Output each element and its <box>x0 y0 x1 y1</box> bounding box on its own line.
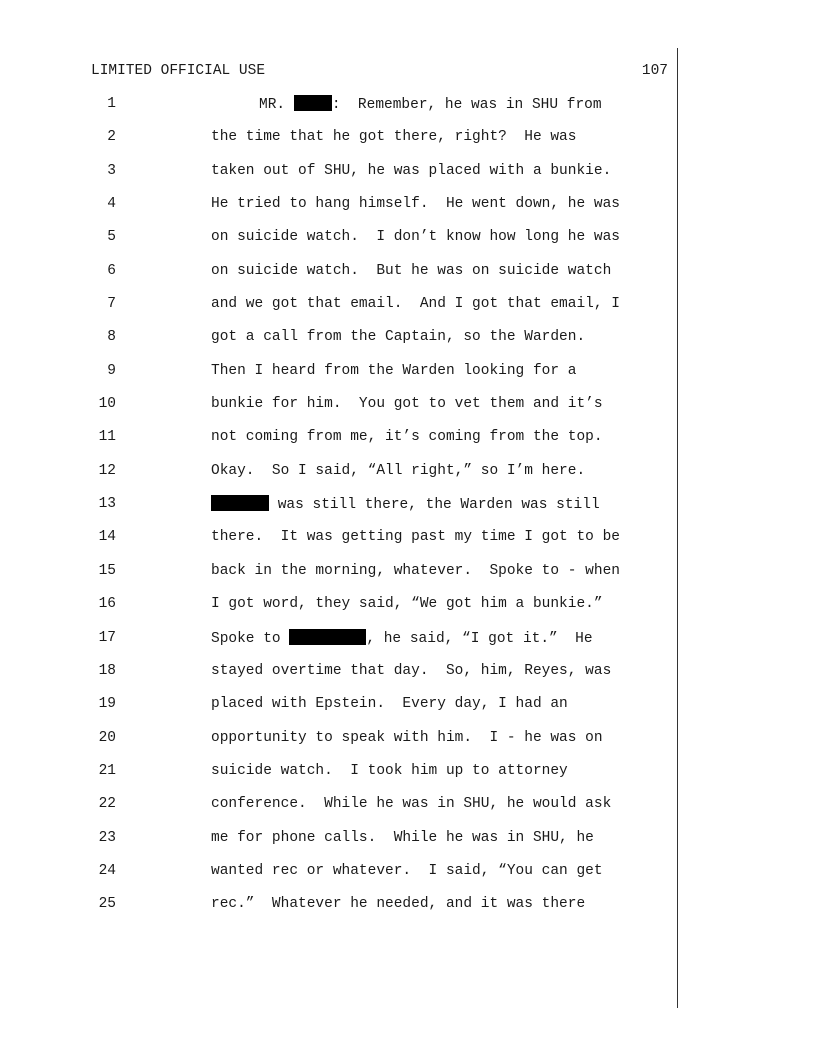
line-number: 4 <box>107 196 116 213</box>
transcript-line <box>0 95 816 128</box>
line-number: 6 <box>107 262 116 279</box>
line-number: 12 <box>98 462 116 479</box>
transcript-line <box>0 195 816 228</box>
line-number: 15 <box>98 562 116 579</box>
line-text: there. It was getting past my time I got to be <box>211 529 620 546</box>
line-text: suicide watch. I took him up to attorney <box>211 762 568 779</box>
line-text <box>211 629 593 648</box>
line-text <box>211 495 600 514</box>
line-number: 11 <box>98 429 116 446</box>
line-number: 9 <box>107 362 116 379</box>
transcript-line <box>0 262 816 295</box>
transcript-line <box>0 362 816 395</box>
line-text: the time that he got there, right? He was <box>211 129 577 146</box>
transcript-line <box>0 662 816 695</box>
line-number: 8 <box>107 329 116 346</box>
line-text-pre: Spoke to <box>211 630 290 647</box>
line-text-post: : Remember, he was in SHU from <box>331 97 602 113</box>
line-number: 13 <box>98 496 116 513</box>
transcript-line <box>0 462 816 495</box>
transcript-line <box>0 562 816 595</box>
line-text: stayed overtime that day. So, him, Reyes, was <box>211 662 612 679</box>
line-number: 17 <box>98 629 116 646</box>
transcript-line <box>0 595 816 628</box>
transcript-line <box>0 428 816 461</box>
line-text: Then I heard from the Warden looking for a <box>211 362 577 379</box>
transcript-line <box>0 395 816 428</box>
line-text: back in the morning, whatever. Spoke to - when <box>211 562 620 579</box>
line-text: opportunity to speak with him. I - he was on <box>211 729 603 746</box>
redaction-box <box>211 495 269 511</box>
transcript-line <box>0 795 816 828</box>
line-text: got a call from the Captain, so the Warden. <box>211 329 586 346</box>
line-text: Okay. So I said, “All right,” so I’m here. <box>211 462 586 479</box>
transcript-line <box>0 228 816 261</box>
line-text: placed with Epstein. Every day, I had an <box>211 696 568 713</box>
transcript-line <box>0 695 816 728</box>
line-number: 18 <box>98 662 116 679</box>
line-text: rec.” Whatever he needed, and it was there <box>211 896 586 913</box>
transcript-line <box>0 128 816 161</box>
line-text: conference. While he was in SHU, he would ask <box>211 796 612 813</box>
line-number: 2 <box>107 129 116 146</box>
line-text: bunkie for him. You got to vet them and it’s <box>211 396 603 413</box>
line-number: 19 <box>98 696 116 713</box>
line-text: not coming from me, it’s coming from the top. <box>211 429 603 446</box>
transcript-line <box>0 862 816 895</box>
redaction-box <box>289 629 366 645</box>
line-number: 1 <box>107 96 116 112</box>
line-number: 20 <box>98 729 116 746</box>
transcript-line <box>0 495 816 528</box>
transcript-line <box>0 895 816 928</box>
classification-header: LIMITED OFFICIAL USE <box>91 63 266 79</box>
line-number: 16 <box>98 596 116 613</box>
line-text: on suicide watch. I don’t know how long he was <box>211 229 620 246</box>
transcript-line <box>0 528 816 561</box>
line-number: 10 <box>98 396 116 413</box>
line-number: 7 <box>107 296 116 313</box>
line-text-post: was still there, the Warden was still <box>269 497 600 514</box>
transcript-line <box>0 762 816 795</box>
transcript-line <box>0 162 816 195</box>
redaction-box <box>294 95 332 111</box>
line-text: me for phone calls. While he was in SHU, he <box>211 829 594 846</box>
line-number: 3 <box>107 162 116 179</box>
line-text-pre: MR. <box>259 97 294 113</box>
transcript-body <box>0 95 816 929</box>
line-text: taken out of SHU, he was placed with a bunkie. <box>211 162 612 179</box>
line-number: 21 <box>98 762 116 779</box>
transcript-line <box>0 295 816 328</box>
line-number: 22 <box>98 796 116 813</box>
line-number: 14 <box>98 529 116 546</box>
line-text <box>259 95 602 114</box>
transcript-line <box>0 328 816 361</box>
line-number: 25 <box>98 896 116 913</box>
line-number: 24 <box>98 862 116 879</box>
transcript-line <box>0 829 816 862</box>
line-text: on suicide watch. But he was on suicide watch <box>211 262 612 279</box>
transcript-line <box>0 729 816 762</box>
line-text: wanted rec or whatever. I said, “You can get <box>211 862 603 879</box>
line-text-post: , he said, “I got it.” He <box>366 630 593 647</box>
transcript-line <box>0 629 816 662</box>
line-number: 5 <box>107 229 116 246</box>
line-text: He tried to hang himself. He went down, he was <box>211 196 620 213</box>
page-number: 107 <box>641 63 668 79</box>
line-number: 23 <box>98 829 116 846</box>
line-text: I got word, they said, “We got him a bunkie.” <box>211 596 603 613</box>
line-text: and we got that email. And I got that email, I <box>211 296 620 313</box>
